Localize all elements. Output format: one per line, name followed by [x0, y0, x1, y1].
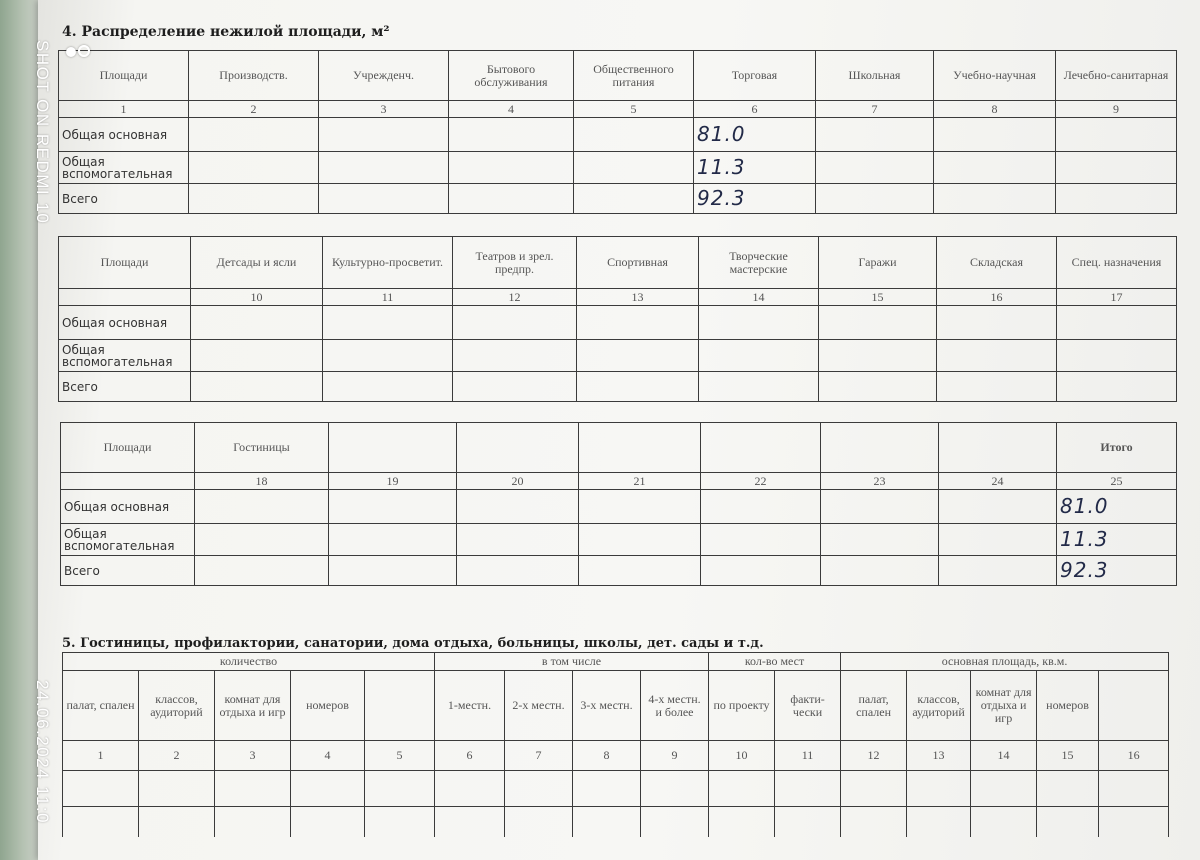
table-cell: [505, 771, 573, 807]
table-cell: [971, 807, 1037, 837]
col-number: 3: [319, 101, 449, 118]
col-header: классов, аудиторий: [907, 671, 971, 741]
col-number: 7: [816, 101, 934, 118]
table-cell: [215, 771, 291, 807]
col-number: 5: [365, 741, 435, 771]
camera-logo-dots: [66, 44, 90, 62]
row-label: Общая вспомогательная: [59, 340, 191, 372]
group-header: основная площадь, кв.м.: [841, 653, 1169, 671]
table-cell: [329, 490, 457, 524]
table-row: [63, 807, 1169, 837]
col-header: Общественного питания: [574, 51, 694, 101]
col-number: 2: [189, 101, 319, 118]
table-cell: [319, 118, 449, 152]
col-header: Спец. назначения: [1057, 237, 1177, 289]
table-cell: [579, 490, 701, 524]
table-cell: [841, 771, 907, 807]
col-number: 13: [907, 741, 971, 771]
col-header: Детсады и ясли: [191, 237, 323, 289]
table-cell: [937, 340, 1057, 372]
table-cell: [939, 490, 1057, 524]
col-number: 5: [574, 101, 694, 118]
col-number: 4: [449, 101, 574, 118]
col-header: Площади: [59, 237, 191, 289]
table-cell: [699, 372, 819, 402]
table-cell: [319, 152, 449, 184]
table-cell: [63, 807, 139, 837]
table-cell: [457, 524, 579, 556]
table-row: [59, 306, 1177, 340]
table-cell: [191, 372, 323, 402]
table-cell: [574, 118, 694, 152]
col-number: 3: [215, 741, 291, 771]
table-cell: [139, 807, 215, 837]
col-number: [59, 289, 191, 306]
table-cell: [329, 524, 457, 556]
col-number: 21: [579, 473, 701, 490]
table-cell: [907, 807, 971, 837]
table-cell: [819, 340, 937, 372]
table-cell: [1057, 306, 1177, 340]
col-number: 12: [453, 289, 577, 306]
table-cell: [641, 771, 709, 807]
row-label: Общая вспомогательная: [61, 524, 195, 556]
table-cell: [323, 340, 453, 372]
col-number: 6: [694, 101, 816, 118]
table-cell: [365, 771, 435, 807]
table-nonresidential-3: [60, 422, 1177, 586]
col-header: Культурно-просветит.: [323, 237, 453, 289]
table-cell: [449, 152, 574, 184]
table-cell: [816, 152, 934, 184]
table-cell: [1099, 807, 1169, 837]
handwritten-total: 81.0: [1057, 490, 1177, 524]
table-cell: [937, 372, 1057, 402]
table-cell: [579, 556, 701, 586]
table-cell: [699, 340, 819, 372]
handwritten-total: 11.3: [1057, 524, 1177, 556]
col-header: Гаражи: [819, 237, 937, 289]
col-header: Театров и зрел. предпр.: [453, 237, 577, 289]
table-cell: [709, 771, 775, 807]
col-number: 2: [139, 741, 215, 771]
table-cell: [449, 184, 574, 214]
table-cell: [939, 524, 1057, 556]
col-header: Бытового обслуживания: [449, 51, 574, 101]
col-number: 9: [641, 741, 709, 771]
col-header: комнат для отдыха и игр: [971, 671, 1037, 741]
col-header: [329, 423, 457, 473]
col-number: 6: [435, 741, 505, 771]
table-cell: [934, 184, 1056, 214]
col-header: [1099, 671, 1169, 741]
col-number: 15: [819, 289, 937, 306]
col-number: 12: [841, 741, 907, 771]
table-cell: [1057, 372, 1177, 402]
col-number: 17: [1057, 289, 1177, 306]
table-row: [59, 372, 1177, 402]
section5-title: 5. Гостиницы, профилактории, санатории, дома отдыха, больницы, школы, дет. сады и т.д.: [62, 636, 764, 651]
table-cell: [816, 184, 934, 214]
table-cell: [579, 524, 701, 556]
col-number: 22: [701, 473, 821, 490]
table-cell: [195, 556, 329, 586]
table-cell: [435, 807, 505, 837]
col-header: палат, спален: [63, 671, 139, 741]
table-cell: [709, 807, 775, 837]
table-cell: [453, 306, 577, 340]
col-number: 25: [1057, 473, 1177, 490]
col-header-total: Итого: [1057, 423, 1177, 473]
table-cell: [821, 490, 939, 524]
row-label: Всего: [59, 372, 191, 402]
table-row: [59, 152, 1177, 184]
col-number: 18: [195, 473, 329, 490]
table-cell: [191, 306, 323, 340]
table-cell: [907, 771, 971, 807]
table-cell: [1037, 807, 1099, 837]
table-cell: [937, 306, 1057, 340]
table-cell: [319, 184, 449, 214]
col-number: 10: [191, 289, 323, 306]
col-number: [61, 473, 195, 490]
table-cell: [574, 184, 694, 214]
col-header: Учрежденч.: [319, 51, 449, 101]
col-header: [701, 423, 821, 473]
table-cell: [323, 306, 453, 340]
col-header: Учебно-научная: [934, 51, 1056, 101]
table-row: [59, 340, 1177, 372]
table-cell: [573, 807, 641, 837]
table-cell: [934, 152, 1056, 184]
col-header: факти-чески: [775, 671, 841, 741]
table-cell: [1057, 340, 1177, 372]
table-cell: [457, 490, 579, 524]
table-hotels: [62, 652, 1169, 837]
group-header: количество: [63, 653, 435, 671]
row-label: Всего: [61, 556, 195, 586]
col-header: 1-местн.: [435, 671, 505, 741]
table-cell: [291, 771, 365, 807]
col-number: 13: [577, 289, 699, 306]
table-cell: [577, 340, 699, 372]
col-number: 10: [709, 741, 775, 771]
table-cell: [971, 771, 1037, 807]
dot-icon: [66, 47, 76, 57]
camera-datetime-watermark: 24.06.2024 11:0: [33, 680, 52, 825]
table-cell: [449, 118, 574, 152]
col-number: 23: [821, 473, 939, 490]
table-cell: [775, 771, 841, 807]
handwritten-total: 92.3: [1057, 556, 1177, 586]
table-cell: [819, 306, 937, 340]
col-number: 16: [937, 289, 1057, 306]
col-header: комнат для отдыха и игр: [215, 671, 291, 741]
table-cell: [573, 771, 641, 807]
table-cell: [435, 771, 505, 807]
col-header: классов, аудиторий: [139, 671, 215, 741]
row-label: Общая основная: [61, 490, 195, 524]
handwritten-value: 11.3: [694, 152, 816, 184]
table-cell: [821, 524, 939, 556]
col-number: 11: [323, 289, 453, 306]
table-row: [63, 771, 1169, 807]
table-cell: [63, 771, 139, 807]
col-header: Школьная: [816, 51, 934, 101]
col-header: Производств.: [189, 51, 319, 101]
table-cell: [577, 306, 699, 340]
table-cell: [1037, 771, 1099, 807]
col-header: [579, 423, 701, 473]
col-number: 14: [699, 289, 819, 306]
col-number: 11: [775, 741, 841, 771]
col-number: 19: [329, 473, 457, 490]
col-number: 4: [291, 741, 365, 771]
col-header: Площади: [59, 51, 189, 101]
table-cell: [215, 807, 291, 837]
group-header: кол-во мест: [709, 653, 841, 671]
table-cell: [641, 807, 709, 837]
table-cell: [1056, 152, 1177, 184]
col-header: Площади: [61, 423, 195, 473]
col-header: палат, спален: [841, 671, 907, 741]
table-cell: [701, 490, 821, 524]
table-cell: [189, 152, 319, 184]
col-number: 8: [934, 101, 1056, 118]
table-cell: [453, 372, 577, 402]
col-number: 1: [63, 741, 139, 771]
col-header: Лечебно-санитарная: [1056, 51, 1177, 101]
col-header: 4-х местн. и более: [641, 671, 709, 741]
table-cell: [291, 807, 365, 837]
table-cell: [189, 118, 319, 152]
col-number: 24: [939, 473, 1057, 490]
table-cell: [821, 556, 939, 586]
camera-device-watermark: SHOT ON REDMI 10: [33, 40, 52, 225]
col-number: 7: [505, 741, 573, 771]
col-header: Гостиницы: [195, 423, 329, 473]
table-row: [61, 490, 1177, 524]
table-cell: [505, 807, 573, 837]
col-number: 1: [59, 101, 189, 118]
table-cell: [775, 807, 841, 837]
ring-icon: [78, 45, 90, 57]
col-header: номеров: [291, 671, 365, 741]
row-label: Общая вспомогательная: [59, 152, 189, 184]
col-number: 20: [457, 473, 579, 490]
table-cell: [701, 524, 821, 556]
col-number: 14: [971, 741, 1037, 771]
col-header: номеров: [1037, 671, 1099, 741]
table-row: [59, 118, 1177, 152]
col-header: Творческие мастерские: [699, 237, 819, 289]
table-cell: [701, 556, 821, 586]
table-cell: [323, 372, 453, 402]
table-cell: [819, 372, 937, 402]
table-cell: [699, 306, 819, 340]
section4-title: 4. Распределение нежилой площади, м²: [62, 24, 390, 40]
row-label: Общая основная: [59, 118, 189, 152]
table-cell: [191, 340, 323, 372]
table-cell: [1099, 771, 1169, 807]
col-header: 2-х местн.: [505, 671, 573, 741]
table-cell: [816, 118, 934, 152]
table-cell: [1056, 184, 1177, 214]
table-nonresidential-1: [58, 50, 1177, 214]
table-cell: [841, 807, 907, 837]
table-row: [59, 184, 1177, 214]
table-cell: [329, 556, 457, 586]
table-nonresidential-2: [58, 236, 1177, 402]
table-cell: [453, 340, 577, 372]
col-header: Складская: [937, 237, 1057, 289]
table-cell: [139, 771, 215, 807]
table-cell: [574, 152, 694, 184]
table-row: [61, 524, 1177, 556]
col-header: [365, 671, 435, 741]
handwritten-value: 81.0: [694, 118, 816, 152]
table-row: [61, 556, 1177, 586]
col-header: Торговая: [694, 51, 816, 101]
row-label: Общая основная: [59, 306, 191, 340]
col-number: 9: [1056, 101, 1177, 118]
table-cell: [195, 524, 329, 556]
col-header: Спортивная: [577, 237, 699, 289]
handwritten-value: 92.3: [694, 184, 816, 214]
col-number: 15: [1037, 741, 1099, 771]
col-header: по проекту: [709, 671, 775, 741]
col-number: 16: [1099, 741, 1169, 771]
table-cell: [934, 118, 1056, 152]
col-header: [821, 423, 939, 473]
col-number: 8: [573, 741, 641, 771]
table-cell: [457, 556, 579, 586]
col-header: 3-х местн.: [573, 671, 641, 741]
table-cell: [939, 556, 1057, 586]
group-header: в том числе: [435, 653, 709, 671]
table-cell: [1056, 118, 1177, 152]
table-cell: [577, 372, 699, 402]
col-header: [939, 423, 1057, 473]
table-cell: [195, 490, 329, 524]
table-cell: [365, 807, 435, 837]
col-header: [457, 423, 579, 473]
row-label: Всего: [59, 184, 189, 214]
table-cell: [189, 184, 319, 214]
